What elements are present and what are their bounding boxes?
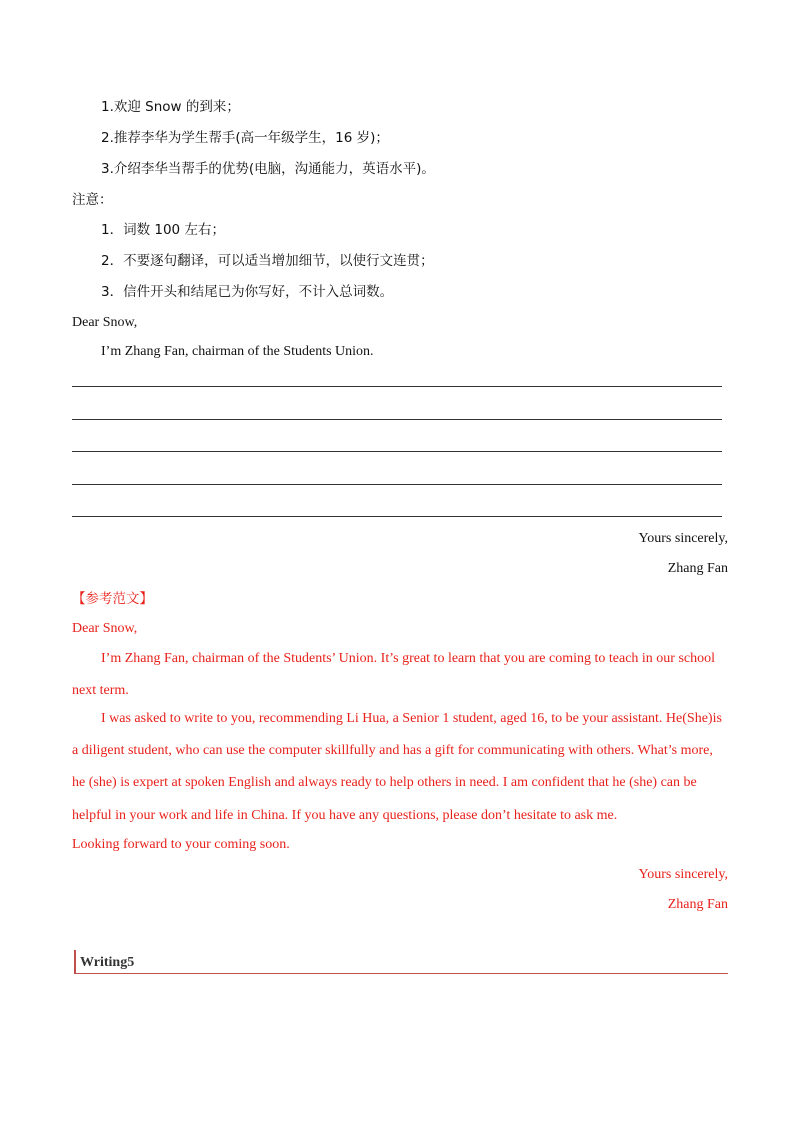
answer-line-3 (72, 451, 722, 452)
requirement-1: 1.欢迎 Snow 的到来； (101, 99, 240, 115)
letter-signature: Zhang Fan (667, 561, 728, 576)
sample-signature: Zhang Fan (667, 897, 728, 912)
sample-closing: Yours sincerely, (638, 867, 728, 882)
requirement-2: 2.推荐李华为学生帮手(高一年级学生，16 岁)； (101, 130, 389, 146)
section-marker (74, 950, 76, 974)
sample-paragraph-1-line-2: next term. (72, 683, 129, 698)
sample-paragraph-2-line-2: a diligent student, who can use the computer skillfully and has a gift for communicating with others. What’s more, (72, 743, 713, 758)
notes-heading: 注意： (72, 192, 113, 208)
note-item-2: 2．不要逐句翻译，可以适当增加细节，以使行文连贯； (101, 253, 434, 269)
answer-line-5 (72, 516, 722, 517)
sample-paragraph-2-line-4: helpful in your work and life in China. If you have any questions, please don’t hesitate to ask me. (72, 808, 618, 823)
sample-paragraph-3: Looking forward to your coming soon. (72, 837, 290, 852)
sample-paragraph-2-line-1: I was asked to write to you, recommending Li Hua, a Senior 1 student, aged 16, to be your assistant. He(She)is (101, 711, 722, 726)
letter-salutation: Dear Snow, (72, 315, 138, 330)
requirement-3: 3.介绍李华当帮手的优势(电脑，沟通能力，英语水平)。 (101, 161, 435, 177)
letter-opening: I’m Zhang Fan, chairman of the Students Union. (101, 344, 374, 359)
section-title: Writing5 (80, 955, 135, 970)
sample-salutation: Dear Snow, (72, 621, 138, 636)
note-item-3: 3．信件开头和结尾已为你写好，不计入总词数。 (101, 284, 394, 300)
section-rule (74, 973, 728, 974)
note-item-1: 1．词数 100 左右； (101, 222, 225, 238)
answer-line-1 (72, 386, 722, 387)
answer-line-4 (72, 484, 722, 485)
sample-label: 【参考范文】 (72, 591, 153, 607)
letter-closing: Yours sincerely, (638, 531, 728, 546)
answer-line-2 (72, 419, 722, 420)
sample-paragraph-2-line-3: he (she) is expert at spoken English and always ready to help others in need. I am confident that he (she) can be (72, 775, 697, 790)
sample-paragraph-1-line-1: I’m Zhang Fan, chairman of the Students’ Union. It’s great to learn that you are coming to teach in our school (101, 651, 716, 666)
